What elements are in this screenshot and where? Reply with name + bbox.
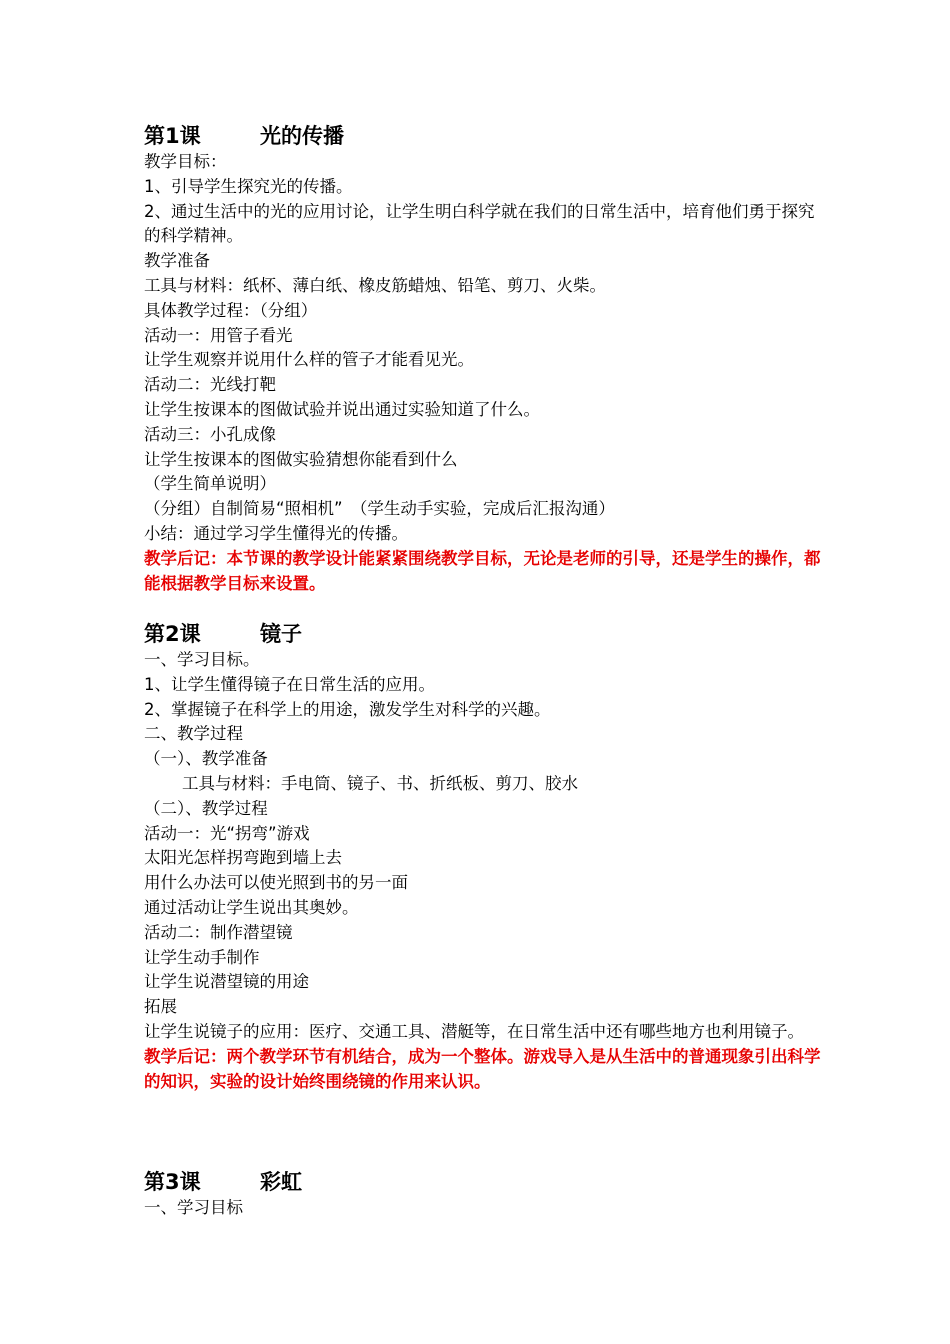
paragraph: （一）、教学准备 — [144, 749, 268, 769]
paragraph: 教学目标： — [144, 152, 227, 171]
paragraph: 活动三：小孔成像 — [144, 424, 276, 444]
lesson-1-number: 第1课 — [144, 124, 201, 148]
paragraph: 太阳光怎样拐弯跑到墙上去 — [144, 848, 342, 868]
lesson-1-heading — [144, 122, 344, 150]
paragraph: 让学生说潜望镜的用途 — [144, 972, 309, 992]
paragraph: 活动一：光“拐弯”游戏 — [144, 823, 310, 843]
paragraph: 2、掌握镜子在科学上的用途，激发学生对科学的兴趣。 — [144, 699, 551, 719]
paragraph: 二、教学过程 — [144, 724, 243, 744]
paragraph: 通过活动让学生说出其奥妙。 — [144, 897, 359, 917]
paragraph: 1、让学生懂得镜子在日常生活的应用。 — [144, 674, 435, 694]
paragraph: 让学生观察并说用什么样的管子才能看见光。 — [144, 350, 474, 370]
paragraph: 拓展 — [144, 997, 177, 1017]
teaching-note: 教学后记：本节课的教学设计能紧紧围绕教学目标，无论是老师的引导，还是学生的操作，都能根据教学目标来设置。 — [144, 548, 821, 593]
paragraph: 让学生按课本的图做试验并说出通过实验知道了什么。 — [144, 399, 540, 419]
paragraph: 让学生动手制作 — [144, 947, 260, 967]
paragraph: 一、学习目标。 — [144, 650, 260, 669]
paragraph: （二）、教学过程 — [144, 798, 268, 818]
paragraph: 小结：通过学习学生懂得光的传播。 — [144, 523, 408, 543]
lesson-2-heading — [144, 620, 302, 648]
paragraph: 工具与材料：手电筒、镜子、书、折纸板、剪刀、胶水 — [182, 773, 578, 793]
lesson-2-title: 镜子 — [260, 622, 302, 646]
paragraph: 一、学习目标 — [144, 1198, 243, 1217]
paragraph: 让学生按课本的图做实验猜想你能看到什么 — [144, 449, 458, 469]
paragraph: 活动一：用管子看光 — [144, 325, 293, 345]
lesson-3-heading — [144, 1168, 302, 1196]
paragraph: 活动二：光线打靶 — [144, 375, 276, 395]
paragraph: 活动二：制作潜望镜 — [144, 922, 293, 942]
teaching-note: 教学后记：两个教学环节有机结合，成为一个整体。游戏导入是从生活中的普通现象引出科学的知识，实验的设计始终围绕镜的作用来认识。 — [144, 1046, 821, 1091]
paragraph: 具体教学过程：（分组） — [144, 300, 318, 320]
paragraph: 2、通过生活中的光的应用讨论，让学生明白科学就在我们的日常生活中，培育他们勇于探究的科学精神。 — [144, 201, 815, 246]
paragraph: （分组）自制简易“照相机” （学生动手实验，完成后汇报沟通） — [144, 499, 615, 519]
lesson-3-body — [144, 1196, 824, 1221]
paragraph: 教学准备 — [144, 251, 210, 271]
lesson-2-body — [144, 648, 824, 1094]
lesson-2-number: 第2课 — [144, 622, 201, 646]
lesson-3-number: 第3课 — [144, 1170, 201, 1194]
paragraph: 工具与材料：纸杯、薄白纸、橡皮筋蜡烛、铅笔、剪刀、火柴。 — [144, 275, 606, 295]
paragraph: 让学生说镜子的应用：医疗、交通工具、潜艇等，在日常生活中还有哪些地方也利用镜子。 — [144, 1021, 804, 1041]
lesson-1-body — [144, 150, 824, 596]
lesson-1-title: 光的传播 — [260, 124, 344, 148]
paragraph: （学生简单说明） — [144, 474, 276, 494]
paragraph: 1、引导学生探究光的传播。 — [144, 176, 353, 196]
paragraph: 用什么办法可以使光照到书的另一面 — [144, 873, 408, 893]
lesson-3-title: 彩虹 — [260, 1170, 302, 1194]
